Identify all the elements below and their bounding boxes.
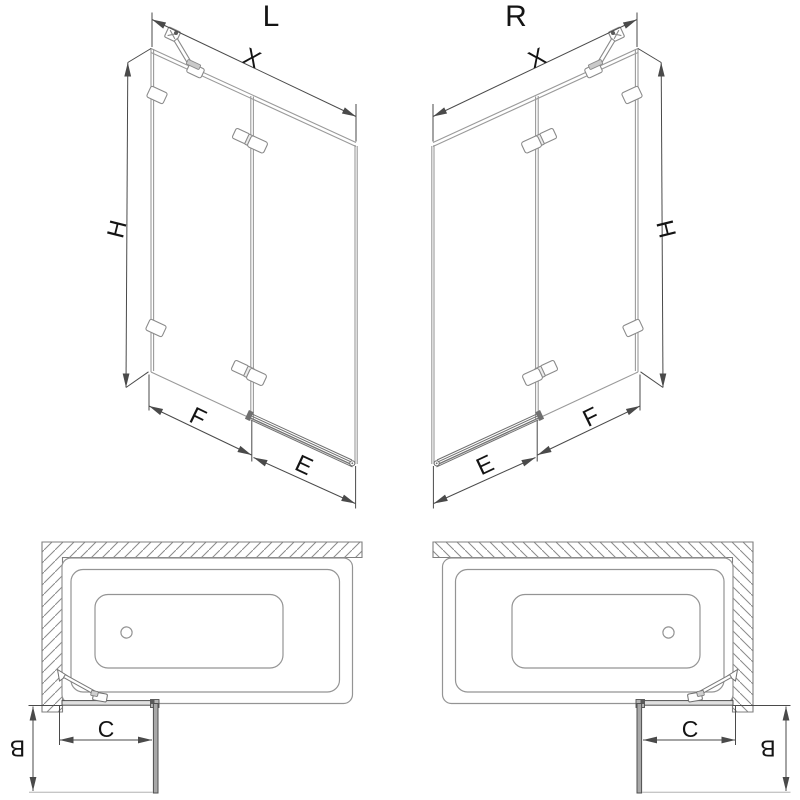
dim-label-height-right: H bbox=[650, 217, 681, 241]
dim-label-width-left: X bbox=[238, 42, 265, 75]
perspective-view-right bbox=[432, 0, 681, 509]
plan-view-left bbox=[10, 542, 362, 793]
dim-label-door-panel-left: E bbox=[290, 449, 317, 482]
variant-label-left: L bbox=[262, 0, 280, 33]
dim-label-fixed-panel-right: F bbox=[578, 402, 604, 433]
variant-label-right: R bbox=[505, 0, 527, 33]
dim-label-height-left: H bbox=[102, 217, 133, 241]
dim-label-width-right: X bbox=[524, 42, 551, 75]
plan-art-left bbox=[42, 542, 362, 793]
dim-label-door-projection-left: B bbox=[9, 735, 26, 762]
dim-label-fixed-width-left: C bbox=[97, 716, 115, 742]
dim-label-door-projection-right: B bbox=[760, 735, 776, 762]
perspective-art-left bbox=[126, 13, 357, 509]
dim-label-fixed-width-right: C bbox=[681, 716, 699, 742]
dim-label-fixed-panel-left: F bbox=[185, 402, 211, 433]
dim-label-door-panel-right: E bbox=[472, 449, 499, 482]
perspective-view-left bbox=[102, 0, 357, 509]
perspective-art-right bbox=[432, 13, 663, 509]
plan-view-right bbox=[433, 542, 791, 793]
plan-dimensions-left bbox=[29, 706, 153, 792]
plan-art-right bbox=[433, 542, 753, 793]
